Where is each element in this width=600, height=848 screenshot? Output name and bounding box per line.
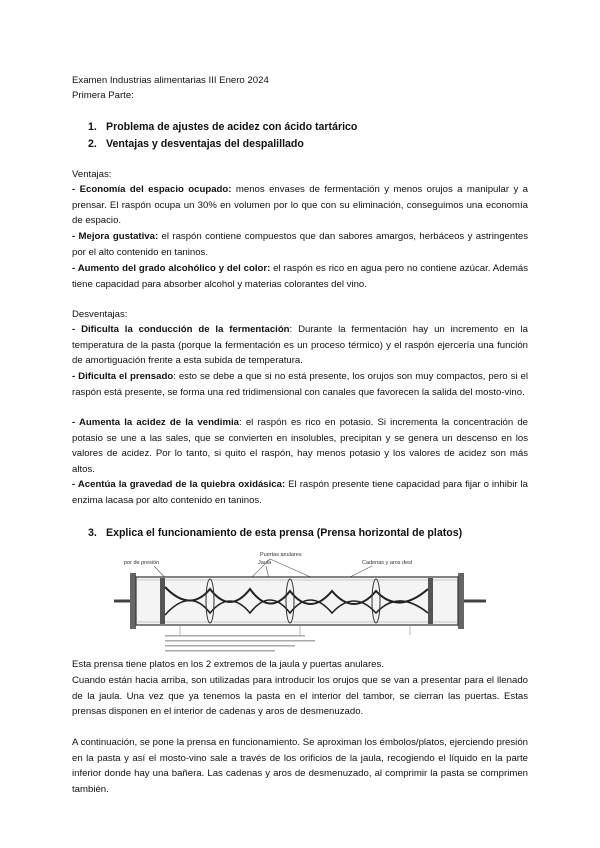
ventaja-item [72, 182, 528, 229]
ventaja-item [72, 261, 528, 292]
question-text: Explica el funcionamiento de esta prensa (Prensa horizontal de platos) [106, 527, 463, 539]
question-number: 2. [88, 138, 97, 150]
item-lead: - Economía del espacio ocupado: [72, 184, 232, 195]
question-number: 3. [88, 527, 97, 539]
question-number: 1. [88, 121, 97, 133]
question-text: Ventajas y desventajas del despalillado [106, 138, 304, 150]
part-title: Primera Parte: [72, 90, 134, 101]
item-body: : el raspón es rico en potasio. Si incrementa la concentración de potasio se une a las sales, que se convierten en insolubles, precipitan y se genera un descenso en los valores de acidez. Por lo tanto, si quito el raspón, hay menos potasio y los valores de acidez son más altos. [72, 417, 528, 475]
question-3 [88, 525, 462, 542]
item-body: El raspón presente tiene capacidad para fijar o inhibir la enzima lacasa por alto contenido en taninos. [72, 479, 528, 506]
label-cage: Jaula [258, 560, 272, 566]
question-1 [88, 119, 357, 136]
item-lead: - Mejora gustativa: [72, 231, 159, 242]
desventaja-item [72, 477, 528, 508]
item-body: el raspón contiene compuestos que dan sabores amargos, herbáceos y astringentes por el alto contenido en taninos. [72, 231, 528, 258]
item-lead: - Dificulta la conducción de la fermentación [72, 324, 290, 335]
desventaja-item [72, 415, 528, 477]
item-body: : Durante la fermentación hay un incremento en la temperatura de la pasta (porque la fermentación es un proceso térmico) y el raspón ejercería una función de amortiguación frente a esta subida de temperatura. [72, 324, 528, 367]
ventaja-item [72, 229, 528, 260]
explanation-p2: Cuando están hacia arriba, son utilizadas para introducir los orujos que se van a presentar para el llenado de la jaula. Una vez que ya tenemos la pasta en el interior del tambor, se cierran las puertas. Estas prensas disponen en el interior de cadenas y aros de desmenuzado. [72, 675, 528, 718]
item-lead: - Aumento del grado alcohólico y del color: [72, 263, 271, 274]
exam-title: Examen Industrias alimentarias III Enero 2024 [72, 75, 269, 86]
explanation-p1: Esta prensa tiene platos en los 2 extremos de la jaula y puertas anulares. [72, 659, 384, 670]
question-2 [88, 136, 304, 153]
question-text: Problema de ajustes de acidez con ácido tartárico [106, 121, 358, 133]
press-diagram [110, 547, 490, 655]
desventajas-heading: Desventajas: [72, 309, 128, 320]
label-doors: Puertas anulares [260, 552, 302, 558]
item-lead: - Acentúa la gravedad de la quiebra oxidásica: [72, 479, 286, 490]
item-lead: - Dificulta el prensado [72, 371, 174, 382]
item-body: : esto se debe a que si no está presente, los orujos son muy compactos, pero si el raspón está presente, se forma una red tridimensional con canales que favorecen la salida del mosto-vino. [72, 371, 528, 398]
ventajas-heading: Ventajas: [72, 169, 112, 180]
item-body: el raspón es rico en agua pero no contiene azúcar. Además tiene capacidad para absorber alcohol y materias colorantes del vino. [72, 263, 528, 290]
desventaja-item [72, 369, 528, 400]
explanation-p3: A continuación, se pone la prensa en funcionamiento. Se aproximan los émbolos/platos, ejerciendo presión en la pasta y así el mosto-vino sale a través de los orificios de la jaula, recogiendo el líquido en la parte inferior donde hay una bañera. Las cadenas y aros de desmenuzado, al comprimir la pasta se comprimen también. [72, 737, 528, 795]
item-body: menos envases de fermentación y menos orujos a manipular y a prensar. El raspón ocupa un 30% en volumen por lo que con su eliminación, conseguimos una economía de espacio. [72, 184, 529, 227]
label-chains: Cadenas y aros desl [362, 560, 413, 566]
label-pressure-plate: por de presión [124, 560, 160, 566]
item-lead: - Aumenta la acidez de la vendimia [72, 417, 239, 428]
desventaja-item [72, 322, 528, 369]
